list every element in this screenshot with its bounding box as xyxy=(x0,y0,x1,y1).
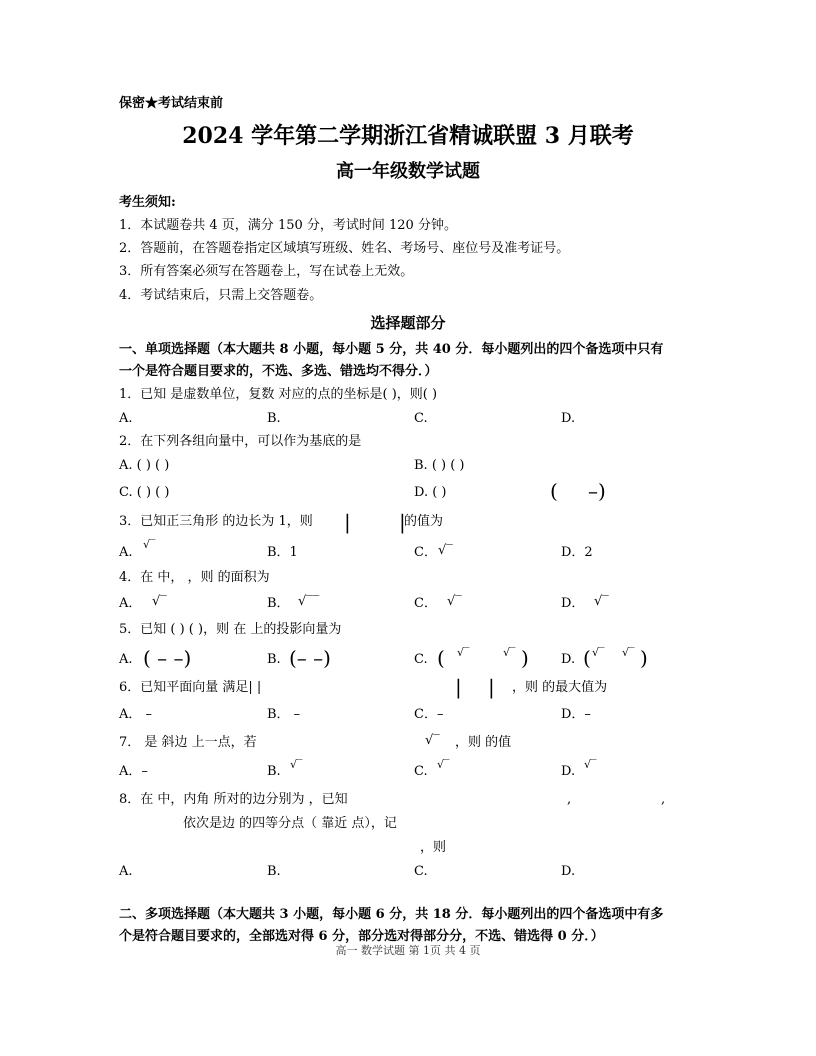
sqrt-glyph: √‾ xyxy=(152,594,167,609)
page-footer: 高一 数学试题 第 1页 共 4 页 xyxy=(335,944,481,957)
paren-close-glyph: –) xyxy=(588,479,606,503)
abs-bar-glyph: | xyxy=(488,675,495,699)
part2-heading: 二、多项选择题（本大题共 3 小题，每小题 6 分，共 18 分．每小题列出的四个备选项中有多 xyxy=(119,907,664,922)
q3-option-d: D．2 xyxy=(561,545,593,560)
part2-heading-cont: 个是符合题目要求的，全部选对得 6 分，部分选对得部分分，不选、错选得 0 分．） xyxy=(119,929,604,944)
sqrt-glyph: √‾ xyxy=(143,538,156,551)
q1-option-d: D. xyxy=(561,411,576,426)
confidential-label: 保密★考试结束前 xyxy=(119,96,224,111)
sqrt-glyph: √‾‾ xyxy=(298,594,320,609)
section-title: 选择题部分 xyxy=(370,314,446,332)
sqrt-glyph: √‾ xyxy=(438,543,453,558)
q5-option-b: B. xyxy=(267,652,281,667)
q1-option-b: B. xyxy=(267,411,281,426)
exam-subtitle: 高一年级数学试题 xyxy=(336,161,480,182)
part1-heading: 一、单项选择题（本大题共 8 小题，每小题 5 分，共 40 分．每小题列出的四个备选项中只有 xyxy=(119,342,664,357)
sqrt-glyph: √‾ xyxy=(437,758,450,771)
q7-option-d: D. xyxy=(561,764,576,779)
question-3-tail: 的值为 xyxy=(404,514,444,529)
q6-option-b: B． – xyxy=(267,707,301,722)
paren-close-glyph: ) xyxy=(640,646,648,670)
sqrt-glyph: √‾ xyxy=(290,758,303,771)
sqrt-glyph: √‾ xyxy=(592,646,605,659)
q4-option-a: A． xyxy=(119,596,142,611)
question-2: 2．在下列各组向量中，可以作为基底的是 xyxy=(119,434,362,449)
q8-option-d: D. xyxy=(561,864,576,879)
q8-option-a: A. xyxy=(119,864,133,879)
q6-option-c: C．– xyxy=(414,707,444,722)
q6-option-a: A． – xyxy=(119,707,153,722)
q8-option-c: C. xyxy=(414,864,428,879)
sqrt-glyph: √‾ xyxy=(503,646,516,659)
q7-option-a: A．– xyxy=(119,764,148,779)
question-5: 5．已知 ( ) ( )，则 在 上的投影向量为 xyxy=(119,622,342,637)
notice-heading: 考生须知: xyxy=(119,195,176,210)
question-8: 8．在 中，内角 所对的边分别为 ，已知 xyxy=(119,792,348,807)
notice-item: 1．本试题卷共 4 页，满分 150 分，考试时间 120 分钟。 xyxy=(119,218,457,233)
comma-glyph: , xyxy=(661,792,666,807)
question-8-line3: ，则 xyxy=(420,840,447,855)
question-3: 3．已知正三角形 的边长为 1，则 xyxy=(119,514,313,529)
q6-option-d: D．– xyxy=(561,707,591,722)
vector-d-glyph: ( xyxy=(583,646,591,670)
question-7-tail: ，则 的值 xyxy=(455,735,512,750)
paren-open-glyph: ( xyxy=(550,479,558,503)
part1-heading-cont: 一个是符合题目要求的，不选、多选、错选均不得分．） xyxy=(119,364,438,379)
q5-option-c: C. xyxy=(414,652,428,667)
question-4: 4．在 中， ，则 的面积为 xyxy=(119,570,270,585)
q8-option-b: B. xyxy=(267,864,281,879)
q2-option-d: D. ( ) xyxy=(414,485,447,500)
q1-option-a: A. xyxy=(119,411,133,426)
abs-bar-glyph: | xyxy=(399,510,406,534)
q4-option-b: B． xyxy=(267,596,290,611)
sqrt-glyph: √‾ xyxy=(584,758,597,771)
question-1: 1．已知 是虚数单位，复数 对应的点的坐标是( )，则( ) xyxy=(119,387,438,402)
abs-bar-glyph: | xyxy=(455,675,462,699)
q5-option-a: A. xyxy=(119,652,133,667)
vector-b-glyph: (– –) xyxy=(289,646,331,670)
vector-a-glyph: ( – –) xyxy=(143,646,192,670)
exam-title: 2024 学年第二学期浙江省精诚联盟 3 月联考 xyxy=(182,123,634,149)
question-8-line2: 依次是边 的四等分点（ 靠近 点），记 xyxy=(183,816,397,831)
sqrt-glyph: √‾ xyxy=(447,594,462,609)
question-7: 7． 是 斜边 上一点，若 xyxy=(119,735,257,750)
q3-option-b: B．1 xyxy=(267,545,298,560)
q2-option-b: B. ( ) ( ) xyxy=(414,458,465,473)
q4-option-c: C． xyxy=(414,596,437,611)
sqrt-glyph: √‾ xyxy=(457,646,470,659)
notice-item: 3．所有答案必须写在答题卷上，写在试卷上无效。 xyxy=(119,264,414,279)
q2-option-c: C. ( ) ( ) xyxy=(119,485,170,500)
q5-option-d: D. xyxy=(561,652,576,667)
notice-item: 2．答题前，在答题卷指定区域填写班级、姓名、考场号、座位号及准考证号。 xyxy=(119,241,570,256)
question-6: 6．已知平面向量 满足| | xyxy=(119,680,262,695)
abs-bar-glyph: | xyxy=(344,510,351,534)
q7-option-b: B. xyxy=(267,764,281,779)
q3-option-a: A. xyxy=(119,545,133,560)
sqrt-glyph: √‾ xyxy=(594,594,609,609)
notice-item: 4．考试结束后，只需上交答题卷。 xyxy=(119,288,323,303)
paren-close-glyph: ) xyxy=(521,646,529,670)
q2-option-a: A. ( ) ( ) xyxy=(119,458,170,473)
q7-option-c: C. xyxy=(414,764,428,779)
vector-c-glyph: ( xyxy=(437,646,445,670)
q3-option-c: C． xyxy=(414,545,437,560)
q4-option-d: D． xyxy=(561,596,585,611)
comma-glyph: , xyxy=(567,792,572,807)
sqrt-glyph: √‾ xyxy=(622,646,635,659)
q1-option-c: C. xyxy=(414,411,428,426)
sqrt-glyph: √‾ xyxy=(425,733,440,748)
question-6-tail: ，则 的最大值为 xyxy=(512,680,608,695)
